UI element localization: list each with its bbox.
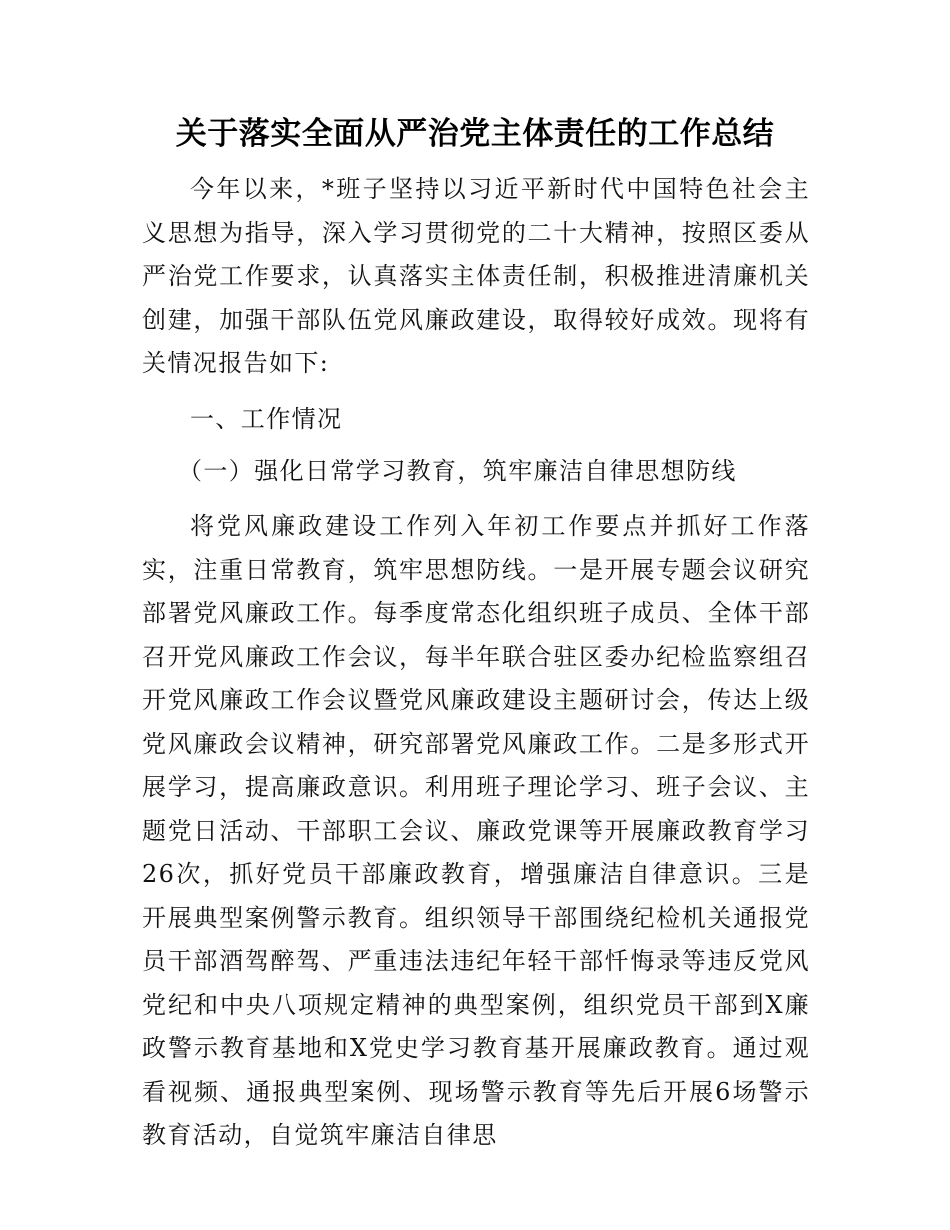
intro-paragraph: 今年以来，*班子坚持以习近平新时代中国特色社会主义思想为指导，深入学习贯彻党的二十大精神，按照区委从严治党工作要求，认真落实主体责任制，积极推进清廉机关创建，加强干部队伍党风廉政建设，取得较好成效。现将有关情况报告如下: <box>142 175 810 377</box>
body-paragraph: 将党风廉政建设工作列入年初工作要点并抓好工作落实，注重日常教育，筑牢思想防线。一是开展专题会议研究部署党风廉政工作。每季度常态化组织班子成员、全体干部召开党风廉政工作会议，每半年联合驻区委办纪检监察组召开党风廉政工作会议暨党风廉政建设主题研讨会，传达上级党风廉政会议精神，研究部署党风廉政工作。二是多形式开展学习，提高廉政意识。利用班子理论学习、班子会议、主题党日活动、干部职工会议、廉政党课等开展廉政教育学习26次，抓好党员干部廉政教育，增强廉洁自律意识。三是开展典型案例警示教育。组织领导干部围绕纪检机关通报党员干部酒驾醉驾、严重违法违纪年轻干部忏悔录等违反党风党纪和中央八项规定精神的典型案例，组织党员干部到X廉政警示教育基地和X党史学习教育基开展廉政教育。通过观看视频、通报典型案例、现场警示教育等先后开展6场警示教育活动，自觉筑牢廉洁自律思 <box>142 512 810 1149</box>
section-heading: 一、工作情况 <box>190 405 343 433</box>
document-title: 关于落实全面从严治党主体责任的工作总结 <box>175 116 775 152</box>
subsection-heading: （一）强化日常学习教育，筑牢廉洁自律思想防线 <box>178 457 737 485</box>
